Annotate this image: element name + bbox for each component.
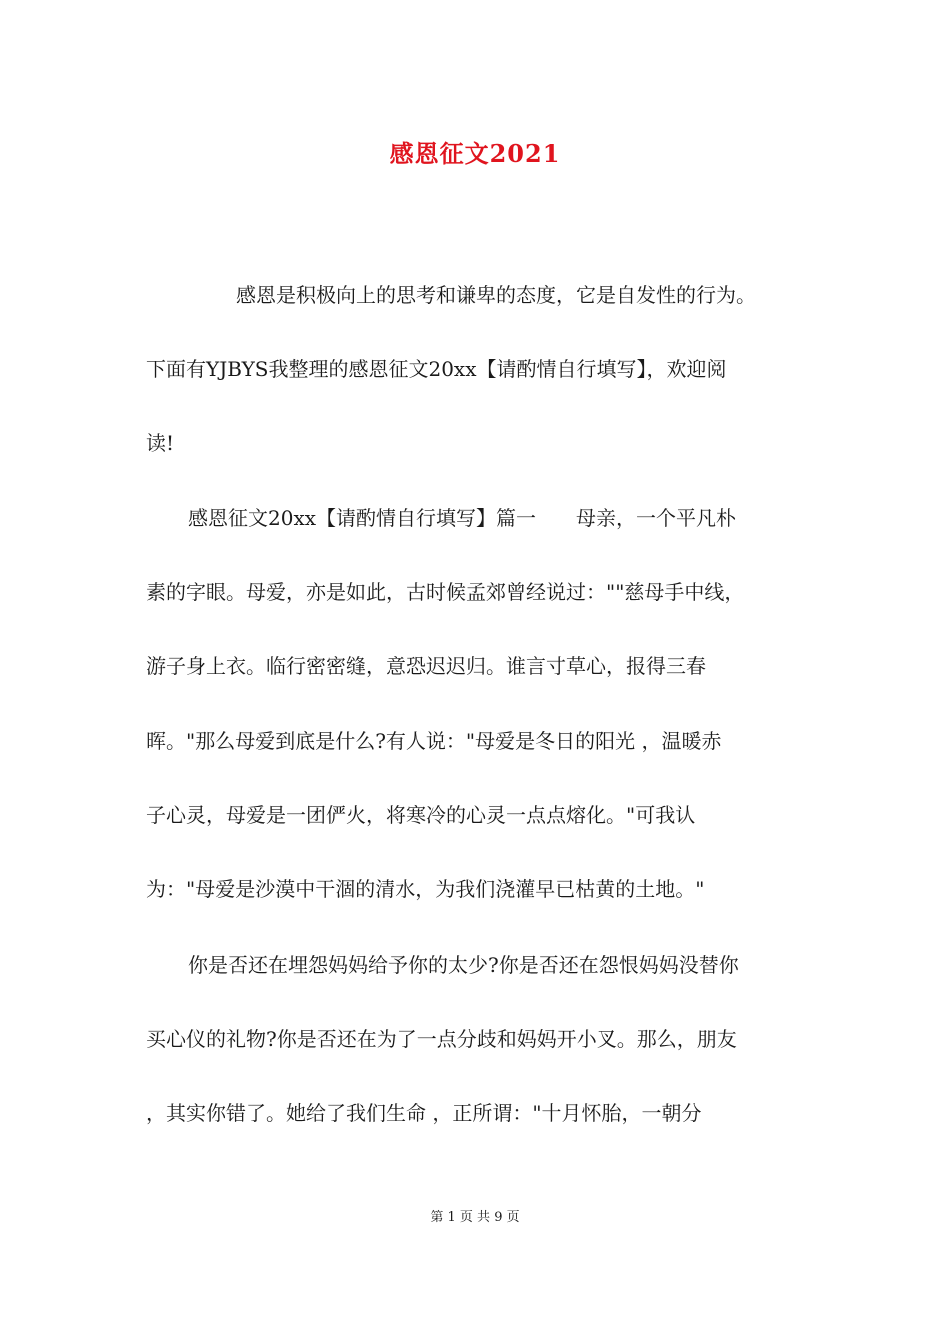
text-line: 子心灵，母爱是一团俨火，将寒冷的心灵一点点熔化。"可我认 [146, 803, 696, 827]
text-line: 素的字眼。母爱，亦是如此，古时候孟郊曾经说过：""慈母手中线， [146, 580, 745, 604]
text-line: 买心仪的礼物?你是否还在为了一点分歧和妈妈开小叉。那么，朋友 [146, 1027, 737, 1051]
text-line: 感恩征文20xx【请酌情自行填写】篇一 母亲，一个平凡朴 [188, 506, 737, 530]
page-footer: 第 1 页 共 9 页 [430, 1210, 520, 1225]
document-title: 感恩征文2021 [389, 139, 561, 168]
text-line: 你是否还在埋怨妈妈给予你的太少?你是否还在怨恨妈妈没替你 [188, 953, 739, 977]
text-line: 为："母爱是沙漠中干涸的清水，为我们浇灌早已枯黄的土地。" [146, 877, 705, 901]
text-line: 读! [146, 431, 175, 455]
text-line: 下面有YJBYS我整理的感恩征文20xx【请酌情自行填写】，欢迎阅 [146, 357, 727, 381]
text-line: ，其实你错了。她给了我们生命 ，正所谓："十月怀胎，一朝分 [146, 1101, 702, 1125]
text-line: 晖。"那么母爱到底是什么?有人说："母爱是冬日的阳光 ，温暖赤 [146, 729, 722, 753]
text-line: 游子身上衣。临行密密缝，意恐迟迟归。谁言寸草心，报得三春 [146, 654, 706, 678]
text-line: 感恩是积极向上的思考和谦卑的态度，它是自发性的行为。 [236, 283, 756, 307]
